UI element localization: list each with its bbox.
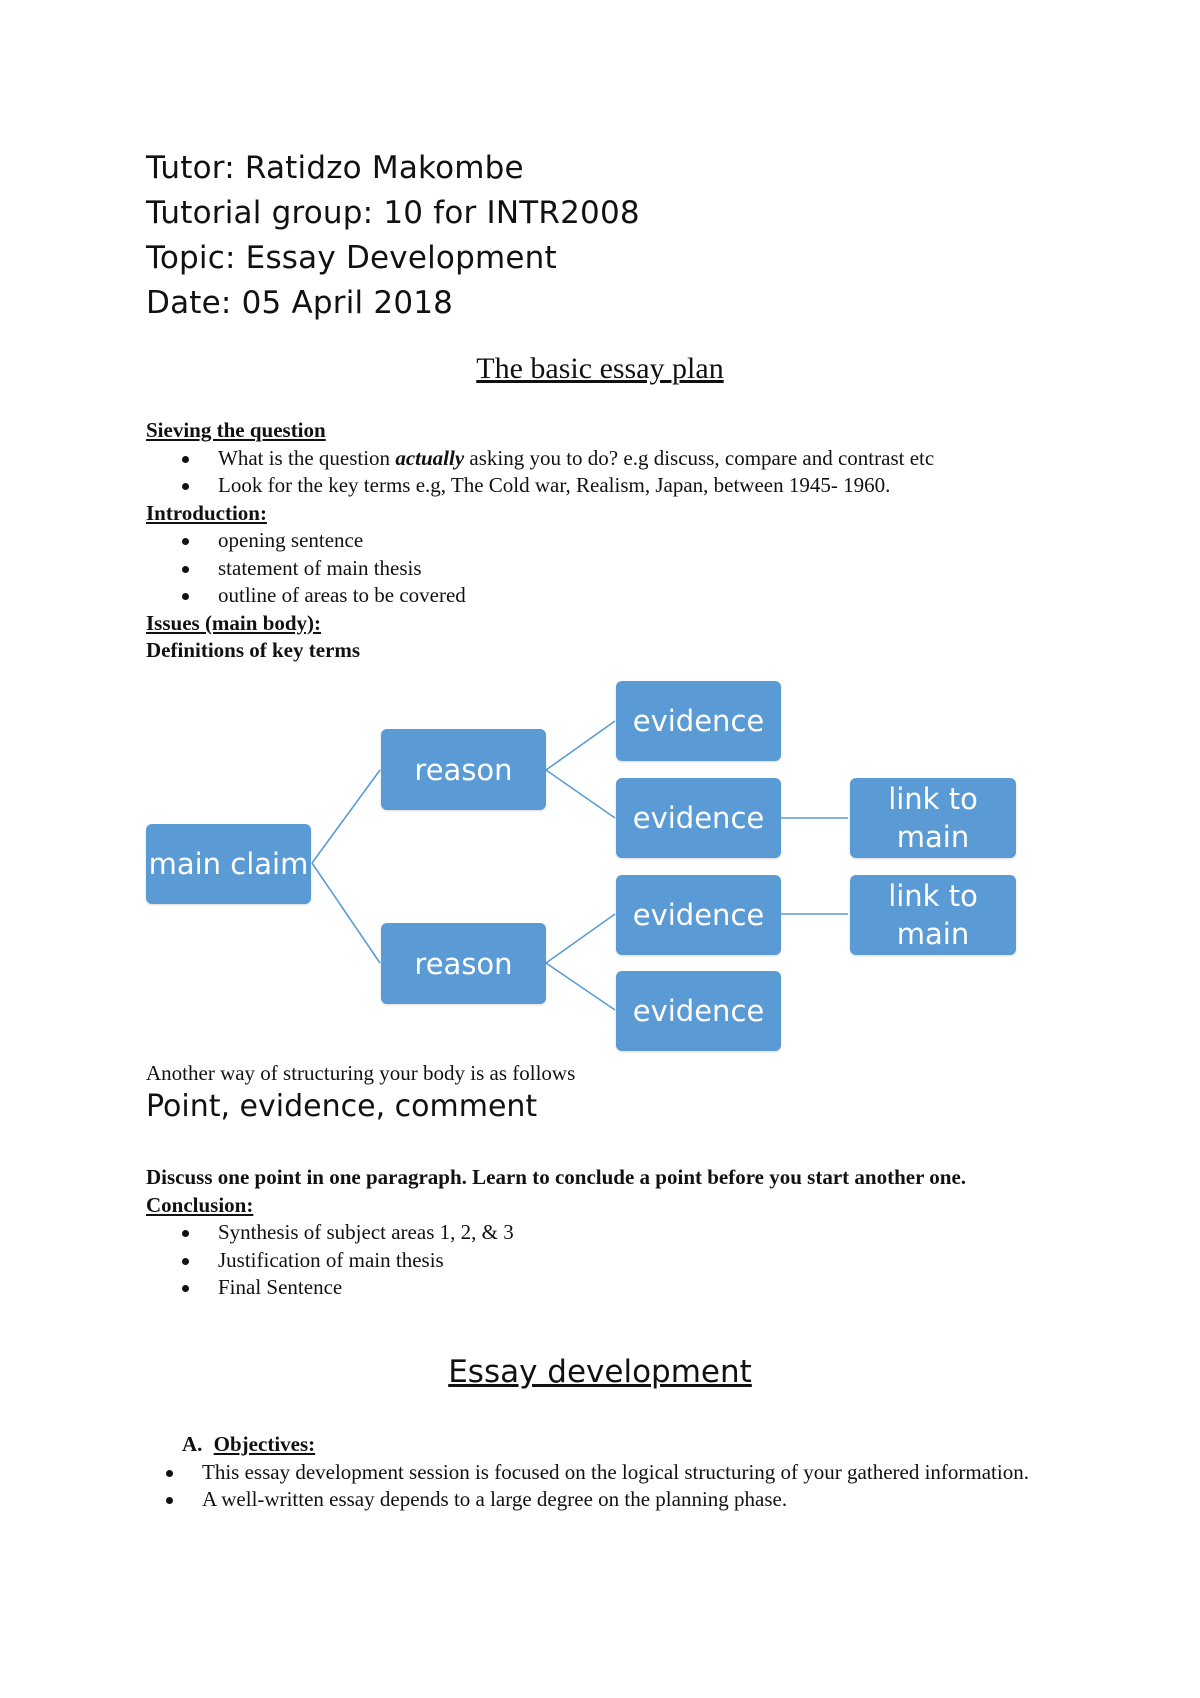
introduction-heading: Introduction: [146, 500, 267, 525]
list-item: A well-written essay depends to a large degree on the planning phase. [130, 1486, 1066, 1514]
connector-line [546, 721, 615, 770]
conclusion-heading: Conclusion: [146, 1192, 254, 1217]
connector-line [312, 770, 380, 863]
topic-line: Topic: Essay Development [146, 240, 557, 276]
connector-line [312, 863, 380, 963]
list-item: Synthesis of subject areas 1, 2, & 3 [146, 1219, 1066, 1247]
evidence-box: evidence [616, 875, 781, 955]
emphasis-text: actually [395, 445, 465, 470]
evidence-box: evidence [616, 681, 781, 761]
list-item: Look for the key terms e.g, The Cold war, Realism, Japan, between 1945- 1960. [146, 472, 1106, 500]
conclusion-list [146, 1219, 1066, 1302]
definitions-heading: Definitions of key terms [146, 638, 361, 662]
list-item: This essay development session is focused on the logical structuring of your gathered information. [130, 1459, 1066, 1487]
objectives-letter: A. [182, 1432, 203, 1456]
connector-line [546, 963, 615, 1010]
main-claim-box: main claim [146, 824, 311, 904]
list-item: statement of main thesis [146, 555, 1106, 583]
reason-box: reason [381, 923, 546, 1004]
list-item: Final Sentence [146, 1274, 1066, 1302]
list-item: outline of areas to be covered [146, 582, 1106, 610]
another-way-text: Another way of structuring your body is as follows [146, 1061, 576, 1085]
evidence-box: evidence [616, 971, 781, 1051]
body-guidance-section [146, 1164, 1066, 1302]
essay-plan-title: The basic essay plan [476, 352, 724, 385]
date-line: Date: 05 April 2018 [146, 285, 454, 321]
objectives-section [146, 1431, 1066, 1514]
link-to-main-box: link to main [850, 875, 1016, 955]
list-item: opening sentence [146, 527, 1106, 555]
point-evidence-comment-heading: Point, evidence, comment [146, 1089, 538, 1124]
objectives-heading-row [146, 1431, 1066, 1459]
issues-heading: Issues (main body): [146, 610, 322, 635]
objectives-list [130, 1459, 1066, 1514]
evidence-box: evidence [616, 778, 781, 858]
objectives-heading: Objectives: [213, 1432, 316, 1456]
tutorial-group-line: Tutorial group: 10 for INTR2008 [146, 195, 640, 231]
reason-box: reason [381, 729, 546, 810]
list-item: Justification of main thesis [146, 1247, 1066, 1275]
essay-development-title: Essay development [448, 1354, 752, 1390]
tutor-line: Tutor: Ratidzo Makombe [146, 150, 524, 186]
discuss-note: Discuss one point in one paragraph. Learn to conclude a point before you start another one. [146, 1165, 967, 1189]
sieving-heading: Sieving the question [146, 418, 326, 442]
connector-line [546, 770, 615, 818]
link-to-main-box: link to main [850, 778, 1016, 858]
connector-line [546, 914, 615, 963]
list-item: What is the question actually asking you to do? e.g discuss, compare and contrast etc [146, 445, 1106, 473]
